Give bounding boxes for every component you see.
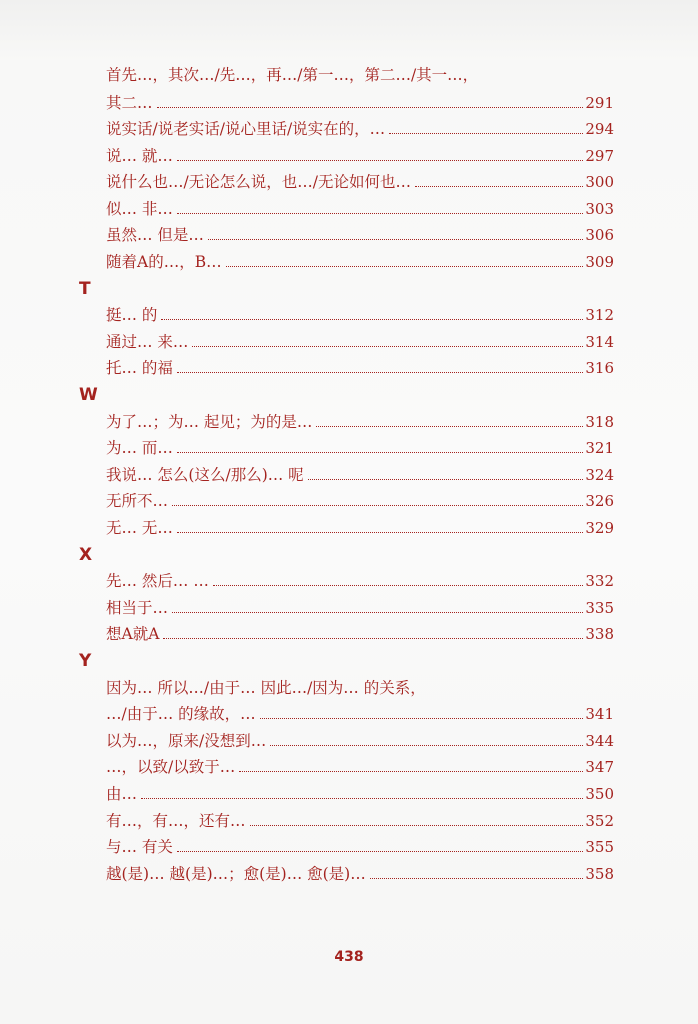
toc-entry-title: 以为…，原来/没想到… [106, 731, 267, 750]
toc-entry-title: 相当于… [106, 598, 169, 617]
toc-entry [106, 781, 614, 807]
dot-leader [213, 585, 584, 586]
toc-entry-title: 无… 无… [106, 519, 173, 537]
dot-leader [172, 505, 583, 506]
dot-leader [172, 612, 583, 613]
toc-entry-page: 297 [585, 146, 614, 165]
toc-entry-title: 为… 而… [106, 439, 173, 458]
dot-leader [270, 745, 583, 746]
toc-entry [106, 701, 614, 727]
toc-entry-page: 350 [585, 785, 614, 803]
page-number: 438 [334, 949, 364, 965]
dot-leader [226, 266, 584, 267]
toc-entry [106, 329, 614, 355]
toc-entry [106, 861, 614, 887]
toc-entry-title: 有…，有…，还有… [106, 811, 246, 830]
dot-leader [260, 718, 584, 719]
toc-entry-title: 为了…；为… 起见；为的是… [106, 412, 313, 431]
toc-entry [106, 728, 614, 754]
toc-entry-page: 326 [585, 492, 614, 511]
dot-leader [316, 426, 583, 427]
dot-leader [308, 479, 584, 480]
toc-entry-title: …/由于… 的缘故，… [106, 705, 256, 724]
toc-entry [106, 808, 614, 834]
toc-entry-page: 309 [585, 253, 614, 271]
toc-entry-title: 随着A的…，B… [106, 253, 222, 271]
toc-entry [106, 462, 614, 488]
toc-entry-title: 想A就A [106, 625, 160, 644]
dot-leader [239, 771, 583, 772]
toc-entry-page: 329 [585, 519, 614, 537]
dot-leader [161, 319, 583, 320]
dot-leader [370, 878, 584, 879]
toc-entry-page: 314 [585, 332, 614, 351]
toc-entry [106, 355, 614, 381]
toc-entry-title: 越(是)… 越(是)…；愈(是)… 愈(是)… [106, 864, 366, 883]
toc-entry [106, 196, 614, 222]
toc-entry-continued-line1 [106, 62, 614, 88]
toc-entry-title: 虽然… 但是… [106, 226, 204, 245]
toc-entry-page: 321 [585, 439, 614, 458]
dot-leader [415, 186, 583, 187]
toc-entry [106, 568, 614, 594]
toc-entry-continued-line2 [106, 90, 614, 116]
dot-leader [177, 213, 583, 214]
toc-entry-page: 306 [585, 226, 614, 245]
dot-leader [250, 825, 584, 826]
toc-entry [106, 435, 614, 461]
toc-entry [106, 675, 614, 701]
toc-entry [106, 488, 614, 514]
toc-entry-title: 先… 然后… … [106, 572, 209, 591]
toc-entry-page: 338 [585, 625, 614, 644]
dot-leader [389, 133, 583, 134]
toc-entry-title: 由… [106, 785, 138, 803]
toc-entry-page: 303 [585, 199, 614, 218]
section-letter: W [79, 385, 98, 405]
toc-entry [106, 222, 614, 248]
dot-leader [192, 346, 583, 347]
dot-leader [177, 532, 583, 533]
toc-entry-page: 316 [585, 359, 614, 378]
toc-entry-title: 似… 非… [106, 199, 173, 218]
toc-entry-page: 358 [585, 864, 614, 883]
toc-entry [106, 169, 614, 195]
toc-entry-title: 托… 的福 [106, 359, 173, 378]
toc-entry [106, 143, 614, 169]
toc-entry-page: 335 [585, 598, 614, 617]
dot-leader [177, 372, 583, 373]
toc-entry [106, 515, 614, 541]
dot-leader [208, 239, 583, 240]
toc-entry-page: 355 [585, 838, 614, 857]
toc-entry-page: 347 [585, 758, 614, 777]
toc-entry-page: 344 [585, 731, 614, 750]
toc-entry-title: 通过… 来… [106, 332, 189, 351]
toc-entry [106, 116, 614, 142]
dot-leader [163, 638, 583, 639]
dot-leader [141, 798, 583, 799]
dot-leader [157, 107, 584, 108]
dot-leader [177, 160, 583, 161]
toc-entry-title: 说… 就… [106, 146, 173, 165]
toc-entry-page: 324 [585, 465, 614, 484]
toc-entry-title: 挺… 的 [106, 306, 158, 325]
toc-entry-title: 说实话/说老实话/说心里话/说实在的，… [106, 120, 386, 138]
toc-entry [106, 302, 614, 328]
toc-entry-page: 352 [585, 811, 614, 830]
toc-entry [106, 409, 614, 435]
toc-entry [106, 834, 614, 860]
toc-entry-page: 291 [585, 94, 614, 112]
toc-entry-title: 因为… 所以…/由于… 因此…/因为… 的关系， [106, 678, 426, 697]
toc-entry-title: 与… 有关 [106, 838, 173, 857]
section-letter: X [79, 544, 93, 565]
section-letter: T [79, 278, 91, 299]
toc-entry-page: 294 [585, 120, 614, 138]
toc-entry-title: 我说… 怎么(这么/那么)… 呢 [106, 465, 304, 484]
dot-leader [177, 851, 583, 852]
toc-entry-title: 其二… [106, 94, 153, 112]
toc-entry-page: 300 [585, 173, 614, 192]
toc-entry-title: 首先…，其次…/先…，再…/第一…，第二…/其一…， [106, 66, 479, 84]
toc-entry-page: 318 [585, 412, 614, 431]
toc-entry-title: …，以致/以致于… [106, 758, 236, 777]
section-letter: Y [79, 651, 92, 671]
toc-entry-page: 332 [585, 572, 614, 591]
toc-entry-page: 341 [585, 705, 614, 724]
toc-entry-title: 无所不… [106, 492, 169, 511]
toc-entry [106, 249, 614, 275]
toc-entry-title: 说什么也…/无论怎么说，也…/无论如何也… [106, 173, 411, 192]
toc-entry [106, 621, 614, 647]
toc-entry [106, 595, 614, 621]
toc-entry-page: 312 [585, 306, 614, 325]
dot-leader [177, 452, 583, 453]
toc-entry [106, 754, 614, 780]
